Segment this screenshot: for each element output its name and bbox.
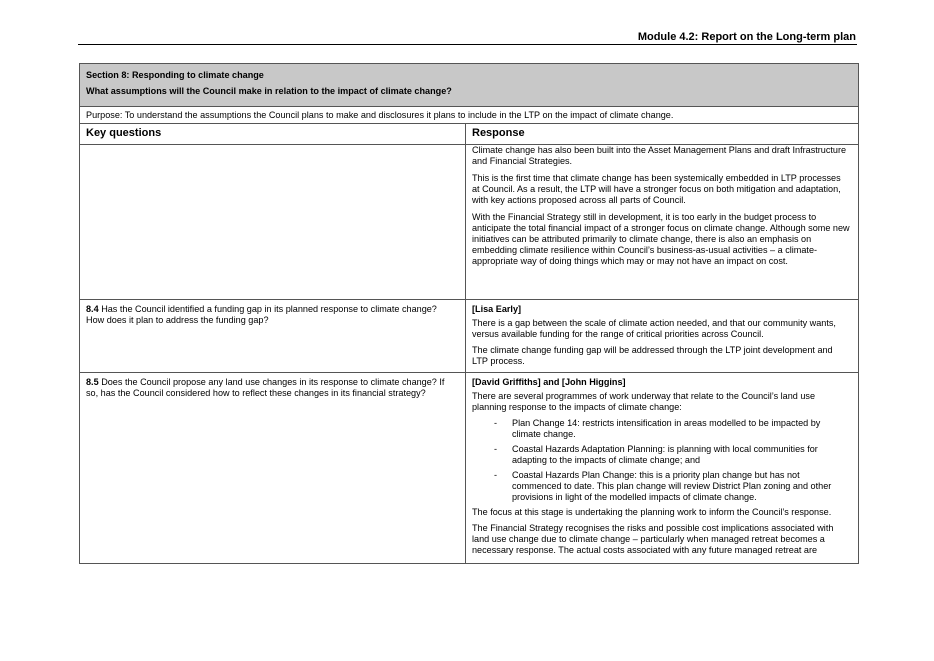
section-heading: Section 8: Responding to climate change: [86, 70, 264, 80]
table-row: [80, 145, 859, 300]
column-header-response: Response: [466, 124, 859, 145]
purpose-text: Purpose: To understand the assumptions the Council plans to make and disclosures it plans to include in the LTP on the impact of climate change.: [86, 110, 674, 120]
respondent-name: [Lisa Early]: [472, 304, 522, 314]
table-row: [80, 300, 859, 373]
response-paragraph: The climate change funding gap will be addressed through the LTP joint development and LTP process.: [472, 345, 833, 366]
question-cell: [80, 300, 466, 373]
response-cell: [466, 373, 859, 564]
bullet-list: [472, 418, 850, 503]
response-paragraph: Climate change has also been built into the Asset Management Plans and draft Infrastructure and Financial Strategies.: [472, 145, 847, 166]
column-header-key-questions: Key questions: [80, 124, 466, 145]
question-text: Does the Council propose any land use changes in its response to climate change? If so, has the Council considered how to reflect these changes in its financial strategy?: [86, 377, 445, 398]
dash-bullet-icon: -: [494, 470, 498, 480]
dash-bullet-icon: -: [494, 418, 498, 428]
question-cell-empty: [80, 145, 466, 300]
response-paragraph: With the Financial Strategy still in development, it is too early in the budget process to anticipate the total financial impact of a stronger focus on climate change. Although some new initiatives can be attributed primarily to climate change, there is also an emphasis on embedding climate resilience within Council’s business-as-usual activities – a climate-appropriate way of doing things which may or may not have an impact on cost.: [472, 212, 850, 266]
question-number: 8.5: [86, 377, 99, 387]
section-heading-cell: [80, 64, 859, 107]
purpose-cell: [80, 107, 859, 124]
header-divider: [78, 44, 857, 45]
response-paragraph: The Financial Strategy recognises the risks and possible cost implications associated with land use change due to climate change – particularly when managed retreat becomes a necessary response. The actual costs associated with any future managed retreat are: [472, 523, 834, 555]
list-item-text: Coastal Hazards Plan Change: this is a priority plan change but has not commenced to date. This plan change will review District Plan zoning and other provisions in light of the modelled impacts of climate change.: [512, 470, 832, 502]
response-intro: There are several programmes of work underway that relate to the Council’s land use planning response to the impacts of climate change:: [472, 391, 816, 412]
section-question: What assumptions will the Council make in relation to the impact of climate change?: [86, 86, 452, 96]
response-paragraph: The focus at this stage is undertaking the planning work to inform the Council’s response.: [472, 507, 832, 517]
question-text: Has the Council identified a funding gap in its planned response to climate change? How does it plan to address the funding gap?: [86, 304, 437, 325]
list-item-text: Coastal Hazards Adaptation Planning: is planning with local communities for adapting to the impacts of climate change; and: [512, 444, 818, 465]
response-cell: [466, 145, 859, 300]
list-item-text: Plan Change 14: restricts intensification in areas modelled to be impacted by climate change.: [512, 418, 821, 439]
questions-table: [79, 63, 859, 564]
list-item: [472, 470, 850, 503]
response-cell: [466, 300, 859, 373]
document-header-title: Module 4.2: Report on the Long-term plan: [637, 31, 856, 43]
table-row: [80, 373, 859, 564]
list-item: [472, 418, 850, 440]
response-paragraph: There is a gap between the scale of climate action needed, and that our community wants, versus available funding for the range of critical priorities across Council.: [472, 318, 836, 339]
list-item: [472, 444, 850, 466]
question-number: 8.4: [86, 304, 99, 314]
respondent-name: [David Griffiths] and [John Higgins]: [472, 377, 626, 387]
dash-bullet-icon: -: [494, 444, 498, 454]
response-paragraph: This is the first time that climate change has been systemically embedded in LTP processes at Council. As a result, the LTP will have a stronger focus on both mitigation and adaptation, with key actions proposed across all parts of Council.: [472, 173, 841, 205]
question-cell: [80, 373, 466, 564]
